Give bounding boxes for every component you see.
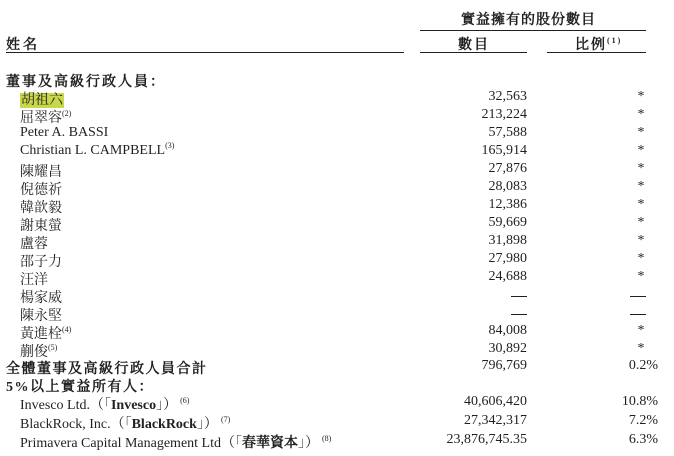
- holders-section-title: 5%以上實益所有人：: [6, 380, 154, 395]
- director-name-text: 汪洋: [20, 273, 48, 288]
- director-name-text: 蒯俊: [20, 345, 48, 360]
- director-name-text: 陳耀昌: [20, 165, 62, 180]
- holder-ratio: 6.3%: [628, 432, 658, 447]
- director-name: [20, 89, 64, 109]
- name-column-header: 姓名: [6, 38, 40, 53]
- director-ratio-dash: [630, 314, 646, 315]
- director-ratio: *: [637, 341, 645, 356]
- holder-row: [0, 413, 674, 431]
- director-ratio: *: [637, 251, 645, 266]
- holder-number: 23,876,745.35: [446, 432, 527, 447]
- director-name-text: 陳永堅: [20, 309, 62, 324]
- director-row: [0, 89, 674, 107]
- number-column-header: 數目: [458, 38, 490, 53]
- director-name: [20, 233, 48, 253]
- holder-row: [0, 432, 674, 450]
- holder-name: [20, 394, 189, 414]
- director-name: [20, 305, 62, 325]
- director-ratio-dash: [630, 296, 646, 297]
- director-row: [0, 197, 674, 215]
- director-footnote: (3): [165, 141, 175, 150]
- director-number: 24,688: [488, 269, 527, 284]
- director-row: [0, 233, 674, 251]
- ratio-footnote: (1): [607, 36, 623, 45]
- director-name-text: 楊家威: [20, 291, 62, 306]
- director-name: [20, 269, 48, 289]
- director-number: 31,898: [488, 233, 527, 248]
- director-name-text: 韓歆毅: [20, 201, 62, 216]
- director-number: 27,980: [488, 251, 527, 266]
- director-name-text: 謝東螢: [20, 219, 62, 234]
- director-number: 27,876: [488, 161, 527, 176]
- holder-footnote: (8): [322, 434, 332, 443]
- director-name-text: 盧蓉: [20, 237, 48, 252]
- holder-number: 27,342,317: [464, 413, 527, 428]
- director-name-text: 胡祖六: [21, 93, 63, 108]
- director-name: [20, 161, 62, 181]
- ratio-column-label: 比例: [575, 38, 607, 53]
- holder-name-close: 」）: [196, 417, 218, 432]
- director-footnote: (5): [48, 343, 58, 352]
- director-name-text: 倪德祈: [20, 183, 62, 198]
- director-number: 59,669: [488, 215, 527, 230]
- director-name-text: 屈翠容: [20, 111, 62, 126]
- holder-footnote: (7): [220, 415, 231, 424]
- holder-short-name: BlackRock: [131, 417, 197, 432]
- holder-name-text: BlackRock, Inc.（「: [20, 417, 132, 432]
- director-name-text: 黃進栓: [20, 327, 62, 342]
- director-ratio: *: [637, 89, 645, 104]
- director-ratio: *: [637, 269, 645, 284]
- holder-name-text: Primavera Capital Management Ltd（「: [20, 436, 242, 451]
- ratio-column-header: [575, 34, 622, 54]
- ratio-column-rule: [547, 52, 646, 53]
- holder-name-text: Invesco Ltd.（「: [20, 398, 111, 413]
- director-ratio: *: [637, 125, 645, 140]
- director-ratio: *: [637, 233, 645, 248]
- directors-total-ratio: 0.2%: [628, 358, 658, 373]
- director-number: 213,224: [481, 107, 527, 122]
- group-title-underline: [420, 30, 646, 31]
- director-name: [20, 251, 62, 271]
- director-name: [20, 215, 62, 235]
- holder-ratio: 10.8%: [621, 394, 658, 409]
- director-row: [0, 143, 674, 161]
- director-name: [20, 143, 174, 159]
- director-number: 32,563: [488, 89, 527, 104]
- directors-total-number: 796,769: [481, 358, 527, 373]
- director-row: [0, 287, 674, 305]
- holder-name-close: 」）: [298, 436, 319, 451]
- holder-short-name: Invesco: [110, 398, 157, 413]
- director-number: 57,588: [488, 125, 527, 140]
- director-row: [0, 251, 674, 269]
- director-name: [20, 107, 71, 127]
- director-row: [0, 107, 674, 125]
- director-row: [0, 323, 674, 341]
- director-row: [0, 161, 674, 179]
- directors-section-title: 董事及高級行政人員：: [6, 75, 166, 90]
- holder-number: 40,606,420: [464, 394, 527, 409]
- director-name: [20, 179, 62, 199]
- holder-name: [20, 432, 331, 452]
- shares-group-title: 實益擁有的股份數目: [461, 13, 596, 28]
- director-number: 165,914: [481, 143, 527, 158]
- director-name: [20, 197, 62, 217]
- director-name-text: Christian L. CAMPBELL: [20, 143, 166, 158]
- holder-name: [20, 413, 230, 433]
- director-ratio: *: [637, 215, 645, 230]
- director-ratio: *: [637, 143, 645, 158]
- holder-row: [0, 394, 674, 412]
- director-number-dash: [511, 296, 527, 297]
- director-number: 84,008: [488, 323, 527, 338]
- director-ratio: *: [637, 179, 645, 194]
- director-row: [0, 305, 674, 323]
- number-column-rule: [420, 52, 527, 53]
- director-ratio: *: [637, 107, 645, 122]
- director-number: 12,386: [488, 197, 527, 212]
- director-name-text: 邵子力: [20, 255, 62, 270]
- holder-name-close: 」）: [156, 398, 178, 413]
- director-number: 30,892: [488, 341, 527, 356]
- director-name: [20, 323, 71, 343]
- director-name: [20, 287, 62, 307]
- director-row: [0, 179, 674, 197]
- director-ratio: *: [637, 197, 645, 212]
- director-row: [0, 341, 674, 359]
- directors-total-label: 全體董事及高級行政人員合計: [6, 362, 208, 377]
- director-name: [20, 125, 108, 141]
- holder-short-name: 春華資本: [242, 436, 298, 451]
- director-name-text: Peter A. BASSI: [20, 125, 109, 140]
- director-ratio: *: [637, 323, 645, 338]
- directors-total-row: [0, 358, 674, 376]
- director-footnote: (4): [62, 325, 72, 334]
- director-number: 28,083: [488, 179, 527, 194]
- director-row: [0, 215, 674, 233]
- holder-footnote: (6): [180, 396, 190, 405]
- director-number-dash: [511, 314, 527, 315]
- name-column-rule: [6, 52, 404, 53]
- holder-ratio: 7.2%: [628, 413, 658, 428]
- director-footnote: (2): [62, 109, 72, 118]
- director-ratio: *: [637, 161, 645, 176]
- director-row: [0, 125, 674, 143]
- director-row: [0, 269, 674, 287]
